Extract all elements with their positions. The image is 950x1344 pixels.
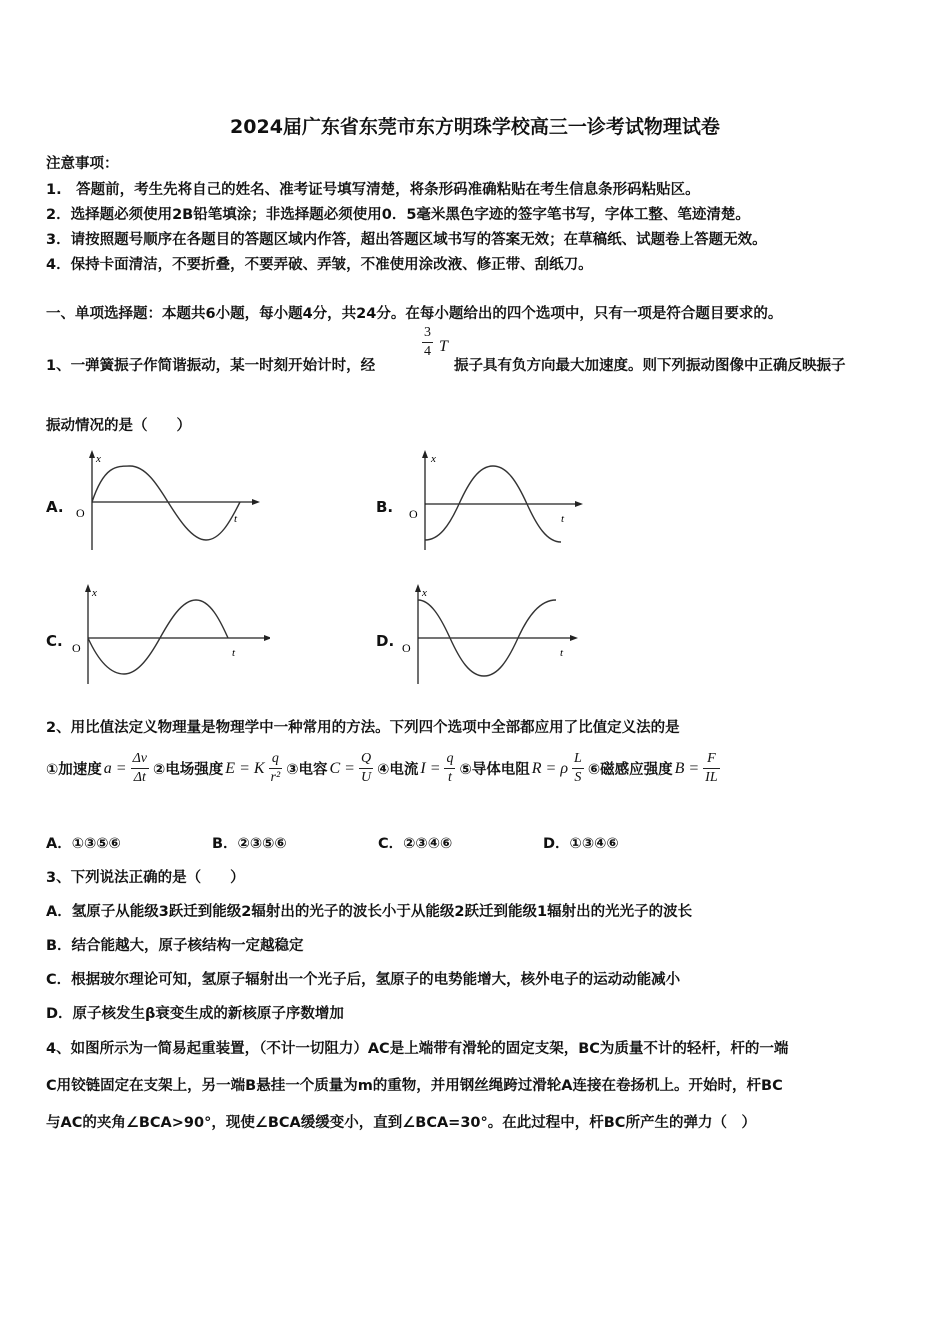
notice-heading: 注意事项： (46, 156, 119, 172)
fraction-denominator: IL (705, 770, 718, 785)
q2-option-b[interactable]: B．②③⑤⑥ (212, 836, 287, 852)
q1-variable: T (439, 338, 448, 355)
x-axis-arrow-icon (575, 501, 583, 507)
option-a-label[interactable]: A. (46, 498, 64, 516)
fraction-denominator: Δt (133, 770, 146, 785)
fraction-numerator: Q (359, 750, 373, 769)
formula-lhs: B = (674, 759, 700, 777)
graph-c[interactable] (70, 580, 270, 690)
y-axis-arrow-icon (89, 450, 95, 458)
waveform (92, 466, 240, 540)
x-axis-label: t (232, 647, 236, 659)
option-c-label[interactable]: C. (46, 632, 63, 650)
x-axis-label: t (561, 513, 565, 525)
y-axis-arrow-icon (85, 584, 91, 592)
y-axis-arrow-icon (422, 450, 428, 458)
section-heading: 一、单项选择题：本题共6小题，每小题4分，共24分。在每小题给出的四个选项中，只有一项是符合题目要求的。 (46, 306, 783, 322)
q3-stem: 3、下列说法正确的是（ ） (46, 870, 245, 886)
fraction-numerator: Δv (131, 750, 149, 769)
fraction-numerator: q (444, 750, 455, 769)
q3-option-d[interactable]: D．原子核发生β衰变生成的新核原子序数增加 (46, 1006, 344, 1022)
q2-stem: 2、用比值法定义物理量是物理学中一种常用的方法。下列四个选项中全部都应用了比值定义法的是 (46, 720, 680, 736)
notice-item: 2．选择题必须使用2B铅笔填涂；非选择题必须使用0．5毫米黑色字迹的签字笔书写，字体工整、笔迹清楚。 (46, 207, 750, 223)
q3-option-b[interactable]: B．结合能越大，原子核结构一定越稳定 (46, 938, 304, 954)
q1-text-part2: 振子具有负方向最大加速度。则下列振动图像中正确反映振子 (454, 358, 846, 374)
x-axis-label: t (560, 647, 564, 659)
q2-option-d[interactable]: D．①③④⑥ (543, 836, 619, 852)
option-b-label[interactable]: B. (376, 498, 394, 516)
notice-item: 1. 答题前，考生先将自己的姓名、准考证号填写清楚，将条形码准确粘贴在考生信息条形码粘贴区。 (46, 182, 700, 198)
q1-fraction (420, 324, 435, 361)
y-axis-label: x (96, 453, 101, 465)
def-acceleration: ①加速度 (46, 762, 102, 778)
def-resistance: ⑤导体电阻 (459, 762, 530, 778)
formula-lhs: a = (103, 759, 127, 777)
q2-option-a[interactable]: A．①③⑤⑥ (46, 836, 121, 852)
q4-text-line3: 与AC的夹角∠BCA>90°，现使∠BCA缓缓变小，直到∠BCA=30°。在此过程中，杆BC所产生的弹力（ ） (46, 1115, 756, 1131)
origin-label: O (72, 641, 81, 655)
origin-label: O (402, 641, 411, 655)
notice-item: 3．请按照题号顺序在各题目的答题区域内作答，超出答题区域书写的答案无效；在草稿纸、试题卷上答题无效。 (46, 232, 767, 248)
def-magnetic-field: ⑥磁感应强度 (587, 762, 673, 778)
fraction-numerator: q (269, 750, 283, 769)
y-axis-label: x (92, 587, 97, 599)
x-axis-arrow-icon (570, 635, 578, 641)
origin-label: O (76, 506, 85, 520)
x-axis-arrow-icon (264, 635, 270, 641)
notice-item: 4．保持卡面清洁，不要折叠，不要弄破、弄皱，不准使用涂改液、修正带、刮纸刀。 (46, 257, 593, 273)
x-axis-arrow-icon (252, 499, 260, 505)
fraction-denominator: U (360, 770, 372, 785)
y-axis-arrow-icon (415, 584, 421, 592)
x-axis-label: t (234, 513, 238, 525)
def-current: ④电流 (377, 762, 419, 778)
q4-text-line2: C用铰链固定在支架上，另一端B悬挂一个质量为m的重物，并用钢丝绳跨过滑轮A连接在卷扬机上。开始时，杆BC (46, 1078, 783, 1094)
fraction-numerator: F (703, 750, 719, 769)
formula-lhs: E = K (225, 759, 265, 777)
graph-d[interactable] (400, 580, 590, 690)
def-capacitance: ③电容 (286, 762, 328, 778)
fraction-denominator: t (448, 770, 452, 785)
y-axis-label: x (431, 453, 436, 465)
q4-text-line1: 4、如图所示为一简易起重装置，（不计一切阻力）AC是上端带有滑轮的固定支架，BC为质量不计的轻杆，杆的一端 (46, 1041, 789, 1057)
fraction-numerator: L (572, 750, 584, 769)
q3-option-a[interactable]: A．氢原子从能级3跃迁到能级2辐射出的光子的波长小于从能级2跃迁到能级1辐射出的光光子的波长 (46, 904, 693, 920)
y-axis-label: x (422, 587, 427, 599)
fraction-denominator: S (574, 770, 582, 785)
q1-text-line2: 振动情况的是（ ） (46, 418, 191, 434)
q3-option-c[interactable]: C．根据玻尔理论可知，氢原子辐射出一个光子后，氢原子的电势能增大，核外电子的运动动能减小 (46, 972, 681, 988)
formula-lhs: C = (329, 759, 355, 777)
fraction-numerator: 3 (422, 324, 433, 343)
q2-definitions (46, 750, 722, 787)
def-electric-field: ②电场强度 (153, 762, 224, 778)
origin-label: O (409, 507, 418, 521)
formula-lhs: R = ρ (531, 759, 569, 777)
q2-option-c[interactable]: C．②③④⑥ (378, 836, 453, 852)
graph-a[interactable] (74, 446, 264, 556)
graph-b[interactable] (405, 446, 595, 556)
fraction-denominator: 4 (424, 344, 431, 359)
option-d-label[interactable]: D. (376, 632, 395, 650)
formula-lhs: I = (420, 759, 441, 777)
waveform (88, 600, 228, 674)
page-title: 2024届广东省东莞市东方明珠学校高三一诊考试物理试卷 (230, 116, 720, 138)
fraction-denominator: r² (270, 770, 281, 785)
q1-text-part1: 1、一弹簧振子作简谐振动，某一时刻开始计时，经 (46, 358, 376, 374)
